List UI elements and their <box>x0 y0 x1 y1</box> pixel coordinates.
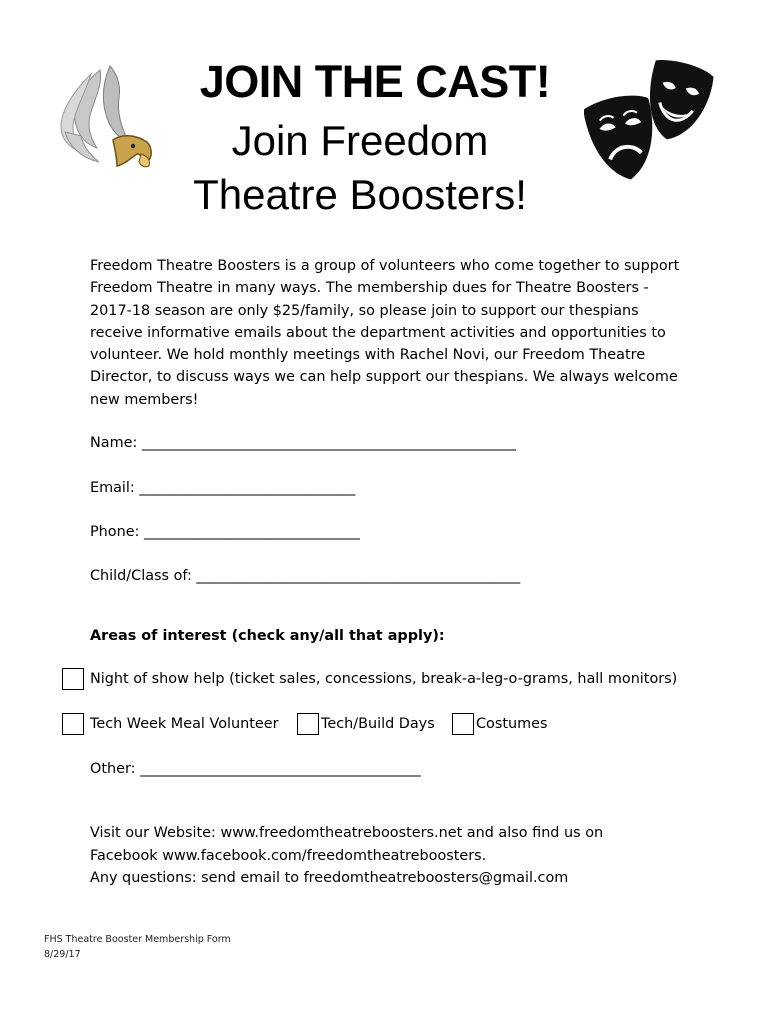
form-footer <box>44 932 231 962</box>
night-of-show-checkbox[interactable] <box>62 668 84 690</box>
other-field[interactable]: Other: _______________________________________ <box>90 761 421 777</box>
subtitle-line: Join Freedom <box>231 117 489 164</box>
page-subtitle <box>110 114 610 222</box>
tech-week-meal-label: Tech Week Meal Volunteer <box>90 716 279 732</box>
intro-line: Freedom Theatre Boosters is a group of volunteers who come together to support <box>90 258 680 274</box>
phone-field[interactable]: Phone: ______________________________ <box>90 524 360 540</box>
night-of-show-label: Night of show help (ticket sales, concessions, break-a-leg-o-grams, hall monitors) <box>90 671 678 687</box>
website-line: Visit our Website: www.freedomtheatreboosters.net and also find us on <box>90 825 604 841</box>
name-field[interactable]: Name: ____________________________________________________ <box>90 435 517 451</box>
child-class-field[interactable]: Child/Class of: _____________________________________________ <box>90 568 521 584</box>
intro-line: Director, to discuss ways we can help support our thespians. We always welcome <box>90 369 678 386</box>
footer-date: 8/29/17 <box>44 949 81 960</box>
intro-line: 2017-18 season are only $25/family, so please join to support our thespians <box>90 302 639 319</box>
costumes-label: Costumes <box>476 716 548 732</box>
intro-paragraph <box>90 255 700 411</box>
intro-line: volunteer. We hold monthly meetings with Rachel Novi, our Freedom Theatre <box>90 347 646 364</box>
footer-form-name: FHS Theatre Booster Membership Form <box>44 934 231 945</box>
areas-of-interest-heading: Areas of interest (check any/all that apply): <box>90 628 445 644</box>
tech-week-meal-checkbox[interactable] <box>62 713 84 735</box>
page-title: JOIN THE CAST! <box>199 56 551 107</box>
subtitle-line: Theatre Boosters! <box>193 171 527 218</box>
tech-build-days-checkbox[interactable] <box>297 713 319 735</box>
email-field[interactable]: Email: ______________________________ <box>90 480 356 496</box>
contact-info <box>90 822 710 890</box>
intro-line: Freedom Theatre in many ways. The membership dues for Theatre Boosters - <box>90 280 649 297</box>
tech-build-days-label: Tech/Build Days <box>321 716 435 732</box>
costumes-checkbox[interactable] <box>452 713 474 735</box>
intro-line: receive informative emails about the department activities and opportunities to <box>90 324 666 341</box>
intro-line: new members! <box>90 391 199 408</box>
email-questions-line: Any questions: send email to freedomtheatreboosters@gmail.com <box>90 870 569 886</box>
facebook-line: Facebook www.facebook.com/freedomtheatreboosters. <box>90 847 487 864</box>
